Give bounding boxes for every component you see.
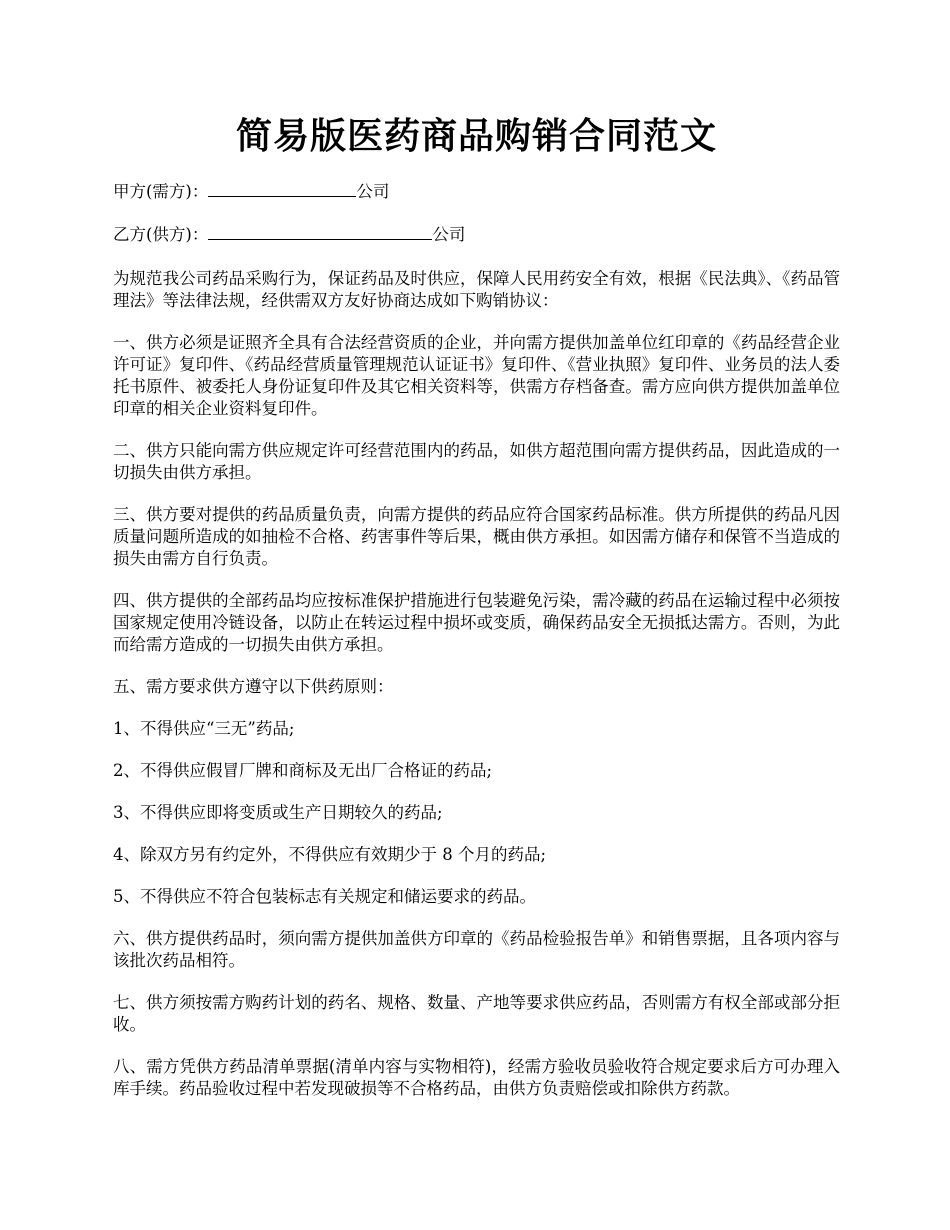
party-a-suffix: 公司 [356,182,390,201]
list-item-rule-4: 4、除双方另有约定外，不得供应有效期少于 8 个月的药品; [113,845,547,864]
party-a-label: 甲方(需方)： [113,182,209,201]
paragraph-clause-5: 五、需方要求供方遵守以下供药原则： [113,677,394,696]
party-b-line [113,223,840,246]
paragraph-clause-8: 八、需方凭供方药品清单票据(清单内容与实物相符)，经需方验收员验收符合规定要求后方可办理入库手续。药品验收过程中若发现破损等不合格药品，由供方负责赔偿或扣除供方药款。 [113,1057,840,1098]
list-item-rule-1: 1、不得供应“三无”药品; [113,719,295,738]
paragraph-clause-3: 三、供方要对提供的药品质量负责，向需方提供的药品应符合国家药品标准。供方所提供的药品凡因质量问题所造成的如抽检不合格、药害事件等后果，概由供方承担。如因需方储存和保管不当造成的损失由需方自行负责。 [113,505,840,568]
paragraph-clause-1: 一、供方必须是证照齐全具有合法经营资质的企业，并向需方提供加盖单位红印章的《药品经营企业许可证》复印件、《药品经营质量管理规范认证证书》复印件、《营业执照》复印件、业务员的法人委托书原件、被委托人身份证复印件及其它相关资料等，供需方存档备查。需方应向供方提供加盖单位印章的相关企业资料复印件。 [113,333,840,418]
paragraph-clause-4: 四、供方提供的全部药品均应按标准保护措施进行包装避免污染，需冷藏的药品在运输过程中必须按国家规定使用冷链设备，以防止在转运过程中损坏或变质，确保药品安全无损抵达需方。否则，为此而给需方造成的一切损失由供方承担。 [113,591,840,654]
document-body [113,180,840,1120]
party-a-blank [208,180,356,197]
paragraph-clause-6: 六、供方提供药品时，须向需方提供加盖供方印章的《药品检验报告单》和销售票据，且各项内容与该批次药品相符。 [113,929,840,970]
party-b-suffix: 公司 [432,225,466,244]
list-item-rule-3: 3、不得供应即将变质或生产日期较久的药品; [113,803,443,822]
paragraph-preamble: 为规范我公司药品采购行为，保证药品及时供应，保障人民用药安全有效，根据《民法典》、《药品管理法》等法律法规，经供需双方友好协商达成如下购销协议： [113,269,840,310]
party-b-label: 乙方(供方)： [113,225,209,244]
party-b-blank [208,223,432,240]
list-item-rule-2: 2、不得供应假冒厂牌和商标及无出厂合格证的药品; [113,761,493,780]
party-a-line [113,180,840,203]
list-item-rule-5: 5、不得供应不符合包装标志有关规定和储运要求的药品。 [113,887,536,906]
paragraph-clause-7: 七、供方须按需方购药计划的药名、规格、数量、产地等要求供应药品，否则需方有权全部或部分拒收。 [113,993,840,1034]
paragraph-clause-2: 二、供方只能向需方供应规定许可经营范围内的药品，如供方超范围向需方提供药品，因此造成的一切损失由供方承担。 [113,441,840,482]
document-title: 简易版医药商品购销合同范文 [235,115,717,157]
